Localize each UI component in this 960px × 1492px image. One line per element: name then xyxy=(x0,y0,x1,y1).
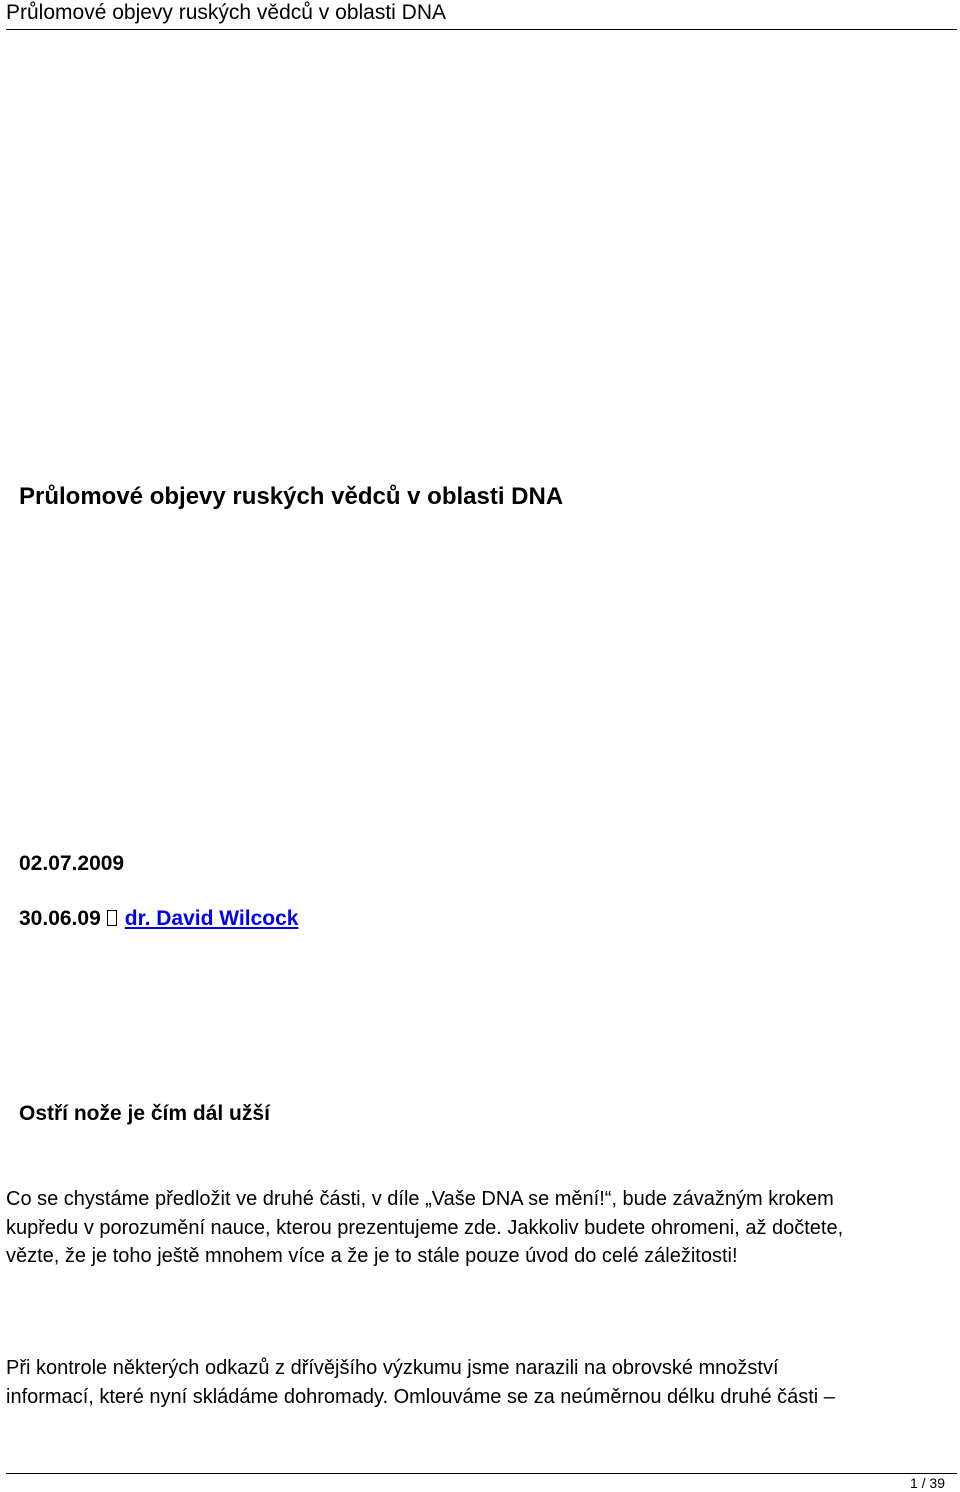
page-number: 1 / 39 xyxy=(909,1475,945,1491)
article-title: Průlomové objevy ruských vědců v oblasti DNA xyxy=(19,483,564,510)
article-subheading: Ostří nože je čím dál užší xyxy=(19,1102,270,1125)
footer-divider xyxy=(6,1473,957,1474)
meta-date: 30.06.09 xyxy=(19,907,101,930)
paragraph-line: Co se chystáme předložit ve druhé části, v díle „Vaše DNA se mění!“, bude závažným krokem xyxy=(6,1188,834,1210)
paragraph-line: informací, které nyní skládáme dohromady. Omlouváme se za neúměrnou délku druhé části – xyxy=(6,1385,835,1408)
page-header xyxy=(0,0,960,30)
paragraph-line: vězte, že je toho ještě mnohem více a že je to stále pouze úvod do celé záležitosti! xyxy=(6,1245,738,1268)
author-link[interactable]: dr. David Wilcock xyxy=(124,907,299,930)
missing-glyph-icon xyxy=(107,910,117,926)
article-meta xyxy=(19,906,298,932)
paragraph-1 xyxy=(6,1185,951,1271)
paragraph-2 xyxy=(6,1354,951,1411)
paragraph-line: Při kontrole některých odkazů z dřívějšího výzkumu jsme narazili na obrovské množství xyxy=(6,1357,779,1379)
header-title: Průlomové objevy ruských vědců v oblasti DNA xyxy=(6,1,447,24)
paragraph-line: kupředu v porozumění nauce, kterou prezentujeme zde. Jakkoliv budete ohromeni, až dočtete, xyxy=(6,1216,844,1239)
header-divider xyxy=(6,29,957,30)
publication-date: 02.07.2009 xyxy=(19,852,125,875)
